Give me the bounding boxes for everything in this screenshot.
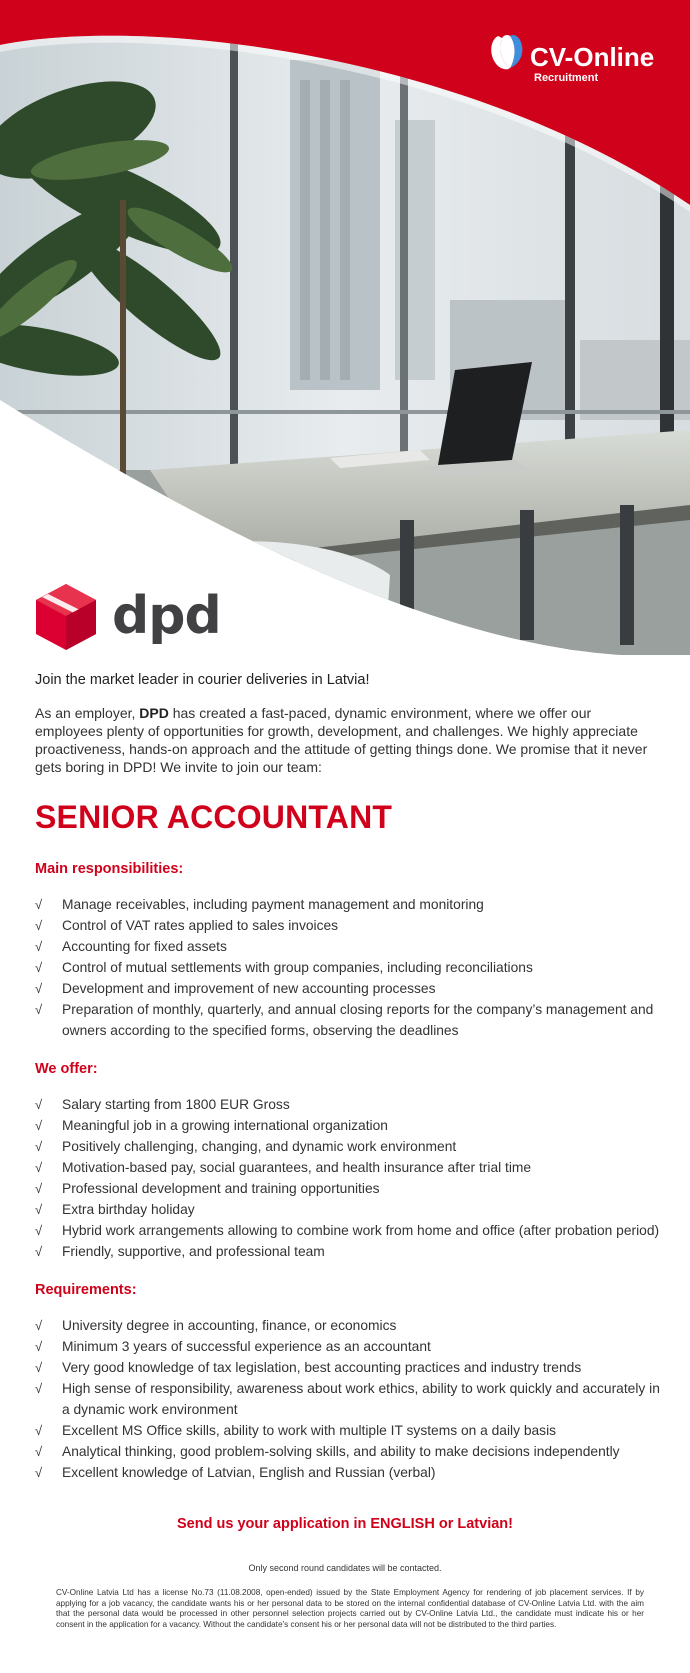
apply-call-to-action: Send us your application in ENGLISH or Latvian! xyxy=(177,1516,513,1532)
list-item-text: Manage receivables, including payment management and monitoring xyxy=(62,897,484,912)
job-description xyxy=(35,670,660,1483)
offer-section xyxy=(35,1059,660,1262)
check-icon: √ xyxy=(35,1002,43,1017)
dpd-cube-icon xyxy=(34,582,98,652)
check-icon: √ xyxy=(35,1423,43,1438)
list-item xyxy=(35,936,660,957)
list-item-text: Extra birthday holiday xyxy=(62,1202,195,1217)
list-item xyxy=(35,894,660,915)
list-item-text: Preparation of monthly, quarterly, and annual closing reports for the company’s management and owners according to the specified forms, observing the deadlines xyxy=(62,1002,654,1038)
list-item xyxy=(35,1241,660,1262)
check-icon: √ xyxy=(35,1118,43,1133)
list-item xyxy=(35,1178,660,1199)
list-item-text: Meaningful job in a growing international organization xyxy=(62,1118,388,1133)
check-icon: √ xyxy=(35,1360,43,1375)
list-item xyxy=(35,1357,660,1378)
brand-name: CV-Online xyxy=(530,42,655,72)
list-item-text: Professional development and training opportunities xyxy=(62,1181,380,1196)
responsibilities-section xyxy=(35,859,660,1041)
list-item-text: Excellent MS Office skills, ability to work with multiple IT systems on a daily basis xyxy=(62,1423,557,1438)
list-item xyxy=(35,1220,660,1241)
list-item xyxy=(35,915,660,936)
list-item xyxy=(35,1094,660,1115)
check-icon: √ xyxy=(35,897,43,912)
check-icon: √ xyxy=(35,1465,43,1480)
legal-disclaimer: CV-Online Latvia Ltd has a license No.73 (11.08.2008, open-ended) issued by the State Employment Agency for rendering of job placement services. If by applying for a job vacancy, the candidate wants his or her personal data to be stored on the internal confidential database of CV-Online Latvia Ltd. with the aim that the personal data would be processed in other personnel selection projects carried out by CV-Online Latvia Ltd., the candidate must indicate his or her consent in the application for a vacancy. Without the candidate’s consent his or her personal data will not be distributed to the third parties. xyxy=(56,1588,644,1629)
cv-online-mark-icon xyxy=(488,30,532,74)
list-item-text: High sense of responsibility, awareness about work ethics, ability to work quickly and accurately in a dynamic work environment xyxy=(62,1381,660,1417)
intro-text-before: As an employer, xyxy=(35,705,140,721)
requirements-title: Requirements: xyxy=(35,1282,137,1298)
contact-note: Only second round candidates will be contacted. xyxy=(248,1563,442,1573)
check-icon: √ xyxy=(35,1160,43,1175)
list-item-text: Minimum 3 years of successful experience as an accountant xyxy=(62,1339,431,1354)
list-item xyxy=(35,999,660,1041)
list-item-text: Excellent knowledge of Latvian, English and Russian (verbal) xyxy=(62,1465,436,1480)
check-icon: √ xyxy=(35,1097,43,1112)
list-item-text: Control of VAT rates applied to sales invoices xyxy=(62,918,339,933)
intro-text-after: has created a fast-paced, dynamic environment, where we offer our employees plenty of opportunities for growth, development, and challenges. We highly appreciate proactiveness, hands-on approach and the attitude of getting things done. We promise that it never gets boring in DPD! We invite to join our team: xyxy=(35,705,648,775)
list-item xyxy=(35,1199,660,1220)
list-item xyxy=(35,1115,660,1136)
list-item xyxy=(35,1378,660,1420)
offer-title: We offer: xyxy=(35,1061,98,1077)
intro-paragraph xyxy=(35,704,660,776)
check-icon: √ xyxy=(35,1381,43,1396)
hero-banner xyxy=(0,0,690,655)
offer-list xyxy=(35,1094,660,1262)
check-icon: √ xyxy=(35,1318,43,1333)
responsibilities-list xyxy=(35,894,660,1041)
brand-subtitle: Recruitment xyxy=(534,72,599,84)
list-item-text: Friendly, supportive, and professional team xyxy=(62,1244,325,1259)
check-icon: √ xyxy=(35,1244,43,1259)
list-item xyxy=(35,1441,660,1462)
check-icon: √ xyxy=(35,1139,43,1154)
check-icon: √ xyxy=(35,1444,43,1459)
dpd-logo xyxy=(34,582,221,654)
check-icon: √ xyxy=(35,981,43,996)
list-item-text: Development and improvement of new accounting processes xyxy=(62,981,436,996)
job-title: SENIOR ACCOUNTANT xyxy=(35,799,393,835)
check-icon: √ xyxy=(35,1223,43,1238)
list-item xyxy=(35,957,660,978)
check-icon: √ xyxy=(35,1181,43,1196)
check-icon: √ xyxy=(35,1202,43,1217)
list-item xyxy=(35,1136,660,1157)
list-item-text: University degree in accounting, finance, or economics xyxy=(62,1318,397,1333)
list-item-text: Motivation-based pay, social guarantees, and health insurance after trial time xyxy=(62,1160,532,1175)
intro-company: DPD xyxy=(139,705,169,721)
list-item xyxy=(35,1336,660,1357)
check-icon: √ xyxy=(35,918,43,933)
check-icon: √ xyxy=(35,1339,43,1354)
list-item-text: Control of mutual settlements with group companies, including reconciliations xyxy=(62,960,533,975)
list-item xyxy=(35,978,660,999)
list-item-text: Hybrid work arrangements allowing to combine work from home and office (after probation period) xyxy=(62,1223,660,1238)
office-photo-icon xyxy=(0,0,690,655)
requirements-list xyxy=(35,1315,660,1483)
dpd-wordmark: dpd xyxy=(112,586,221,646)
intro-headline: Join the market leader in courier deliveries in Latvia! xyxy=(35,672,370,688)
responsibilities-title: Main responsibilities: xyxy=(35,861,184,877)
cv-online-logo xyxy=(488,30,668,86)
list-item-text: Analytical thinking, good problem-solving skills, and ability to make decisions independently xyxy=(62,1444,620,1459)
check-icon: √ xyxy=(35,939,43,954)
list-item xyxy=(35,1420,660,1441)
list-item-text: Positively challenging, changing, and dynamic work environment xyxy=(62,1139,457,1154)
list-item xyxy=(35,1315,660,1336)
requirements-section xyxy=(35,1280,660,1483)
list-item-text: Very good knowledge of tax legislation, best accounting practices and industry trends xyxy=(62,1360,582,1375)
check-icon: √ xyxy=(35,960,43,975)
list-item xyxy=(35,1157,660,1178)
list-item-text: Accounting for fixed assets xyxy=(62,939,227,954)
list-item xyxy=(35,1462,660,1483)
list-item-text: Salary starting from 1800 EUR Gross xyxy=(62,1097,290,1112)
